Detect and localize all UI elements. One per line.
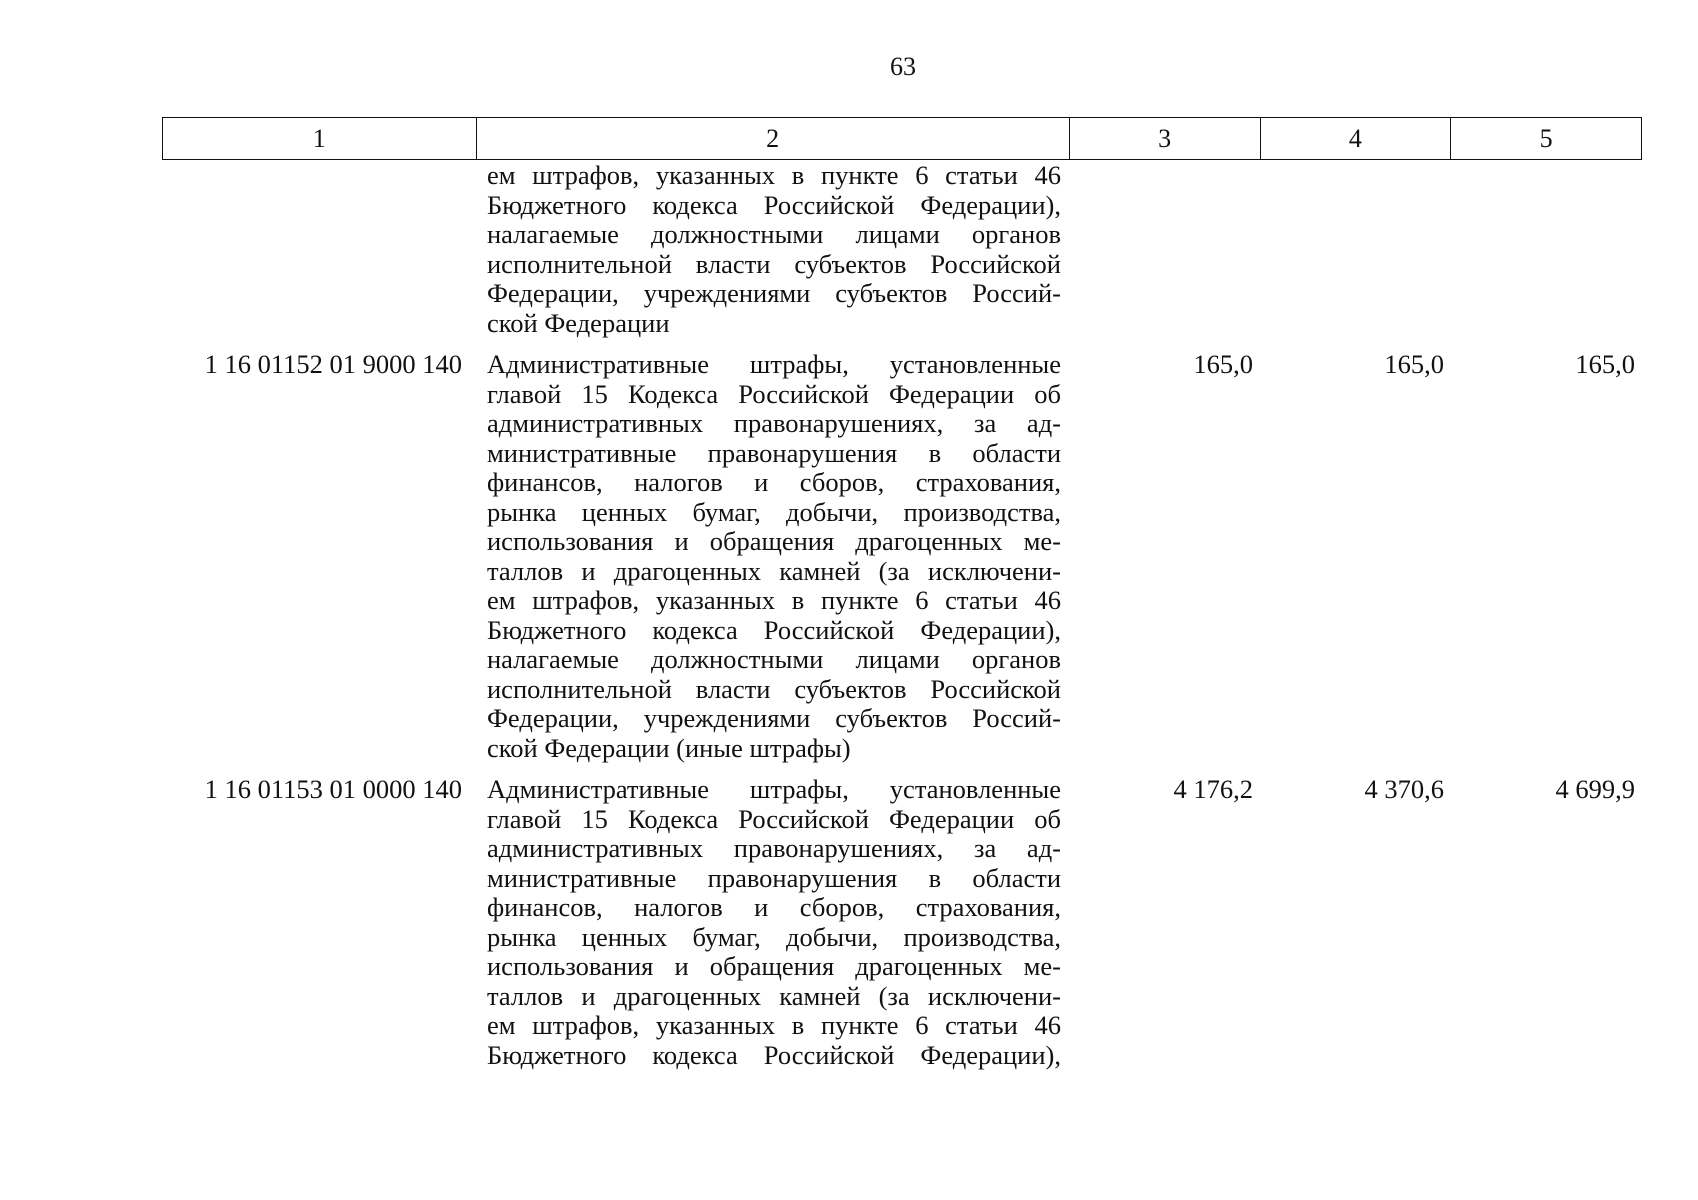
description-line: финансов, налогов и сборов, страхования, [487, 467, 1061, 497]
description-line: налагаемые должностными лицами органов [487, 219, 1061, 249]
description-line: ем штрафов, указанных в пункте 6 статьи 46 [487, 160, 1061, 190]
row-code: 1 16 01153 01 0000 140 [204, 774, 462, 804]
row-value-col3: 165,0 [1193, 349, 1253, 379]
row-description [487, 775, 1061, 1070]
description-line: Административные штрафы, установленные [487, 774, 1061, 804]
description-line: ской Федерации (иные штрафы) [487, 732, 851, 763]
description-line: таллов и драгоценных камней (за исключени- [487, 980, 1061, 1011]
description-line: использования и обращения драгоценных ме- [487, 951, 1061, 981]
description-line: Федерации, учреждениями субъектов Россий- [487, 703, 1061, 733]
description-line: использования и обращения драгоценных ме- [487, 526, 1061, 556]
description-line: таллов и драгоценных камней (за исключени- [487, 555, 1061, 586]
description-line: исполнительной власти субъектов Российской [487, 673, 1061, 704]
description-line: административных правонарушениях, за ад- [487, 408, 1061, 438]
description-line: главой 15 Кодекса Российской Федерации об [487, 378, 1061, 409]
description-line: главой 15 Кодекса Российской Федерации об [487, 803, 1061, 834]
description-line: Бюджетного кодекса Российской Федерации), [487, 1039, 1061, 1070]
description-line: рынка ценных бумаг, добычи, производства, [487, 496, 1061, 527]
continuation-description [487, 161, 1061, 338]
description-line: ем штрафов, указанных в пункте 6 статьи 46 [487, 585, 1061, 615]
description-line: рынка ценных бумаг, добычи, производства, [487, 921, 1061, 952]
page-number: 63 [890, 52, 916, 81]
header-cell-4: 4 [1261, 118, 1452, 159]
description-line: министративные правонарушения в области [487, 437, 1061, 468]
header-cell-1: 1 [163, 118, 477, 159]
row-value-col4: 165,0 [1384, 349, 1444, 379]
row-value-col5: 165,0 [1575, 349, 1635, 379]
header-cell-5: 5 [1539, 123, 1553, 153]
description-line: Бюджетного кодекса Российской Федерации), [487, 614, 1061, 645]
description-line: административных правонарушениях, за ад- [487, 833, 1061, 863]
table-header-row [162, 117, 1642, 160]
header-cell-2: 2 [477, 118, 1070, 159]
description-line: финансов, налогов и сборов, страхования, [487, 892, 1061, 922]
row-value-col5: 4 699,9 [1555, 774, 1635, 804]
description-line: ской Федерации [487, 307, 670, 338]
header-cell-3: 3 [1070, 118, 1261, 159]
row-description [487, 350, 1061, 763]
row-value-col4: 4 370,6 [1364, 774, 1444, 804]
row-value-col3: 4 176,2 [1173, 774, 1253, 804]
description-line: Федерации, учреждениями субъектов Россий- [487, 278, 1061, 308]
description-line: ем штрафов, указанных в пункте 6 статьи 46 [487, 1010, 1061, 1040]
row-code: 1 16 01152 01 9000 140 [204, 349, 462, 379]
description-line: Административные штрафы, установленные [487, 349, 1061, 379]
description-line: Бюджетного кодекса Российской Федерации), [487, 189, 1061, 220]
description-line: министративные правонарушения в области [487, 862, 1061, 893]
description-line: исполнительной власти субъектов Российской [487, 248, 1061, 279]
description-line: налагаемые должностными лицами органов [487, 644, 1061, 674]
